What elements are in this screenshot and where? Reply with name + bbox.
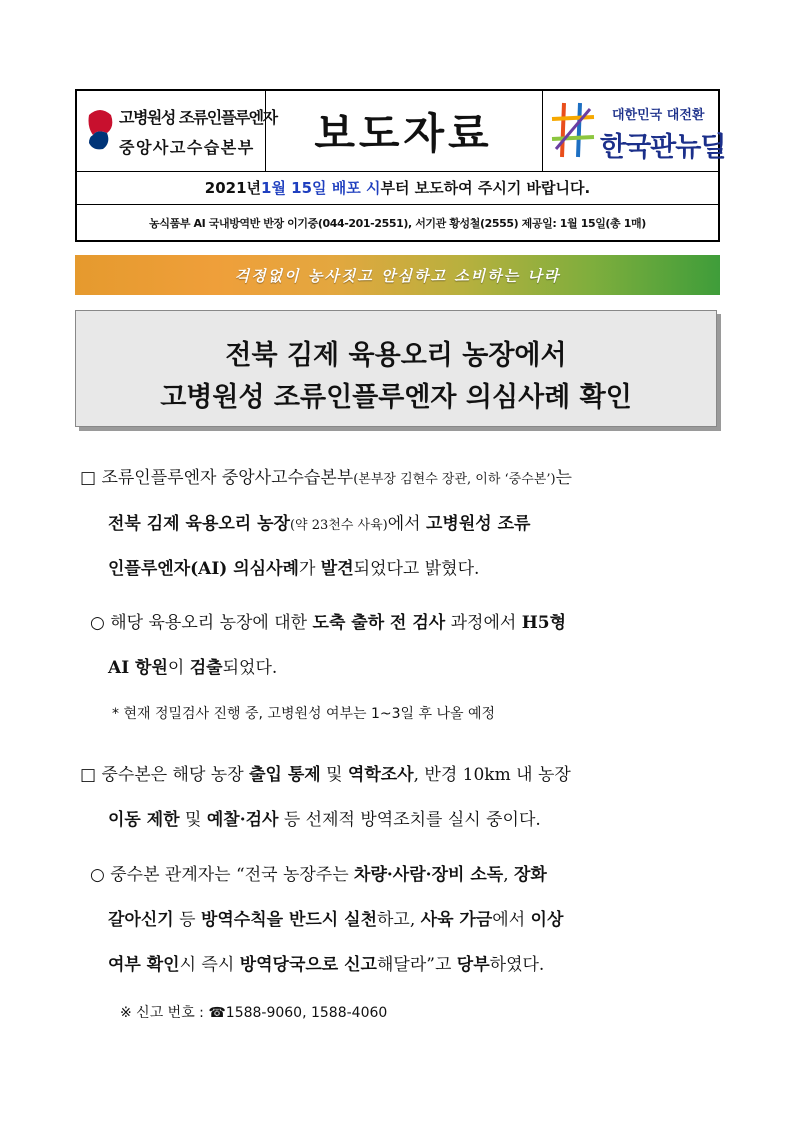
bold-text: 당부 [456,955,490,975]
press-release-title-cell [265,91,543,171]
newdeal-slogan: 대한민국 대전환 [612,108,705,123]
bold-text: 사육 가금 [420,910,493,930]
release-date-row [77,171,718,205]
release-date-highlight: 1월 15일 배포 시 [261,179,381,197]
paragraph4-line3 [108,950,544,975]
headline-line2: 고병원성 조류인플루엔자 의심사례 확인 [160,382,632,413]
text: 에서 [492,910,531,930]
newdeal-name: 한국판뉴딜 [600,132,726,163]
bold-text: H5형 [521,613,567,633]
contact-info: 농식품부 AI 국내방역반 반장 이기중(044-201-2551), 서기관 황성철(2555) 제공일: 1월 15일(총 1매) [149,217,646,230]
press-release-header [75,89,726,242]
bold-text: 역학조사 [347,765,414,785]
bold-text: 방역당국으로 신고 [239,955,377,975]
bold-text: 전북 김제 육용오리 농장 [108,514,290,534]
text: 중수본은 해당 농장 [96,765,250,785]
text: 과정에서 [445,613,522,633]
bold-text: 여부 확인 [108,955,180,975]
slogan-banner [75,255,720,295]
bold-text: 검출 [189,658,223,678]
text: 등 선제적 방역조치를 실시 중이다. [278,810,541,830]
square-bullet: □ [80,765,97,785]
bold-text: AI 항원 [108,658,168,678]
text: , 반경 10km 내 농장 [413,765,571,785]
text: 하고, [377,910,421,930]
bold-text: 장화 [514,865,547,885]
bold-text: 이동 제한 [108,810,180,830]
text: 및 [179,810,207,830]
bold-text: 출입 통제 [249,765,321,785]
paragraph4-line1 [90,860,547,885]
paragraph3-line2 [108,805,541,830]
release-text-pre: 2021년 [204,179,262,197]
bold-text: 발견 [320,559,354,579]
bold-text: 방역수칙을 반드시 실천 [200,910,377,930]
government-emblem-icon [85,103,115,159]
text: 는 [555,468,572,488]
text: 및 [320,765,348,785]
release-text-post: 부터 보도하여 주시기 바랍니다. [380,179,591,197]
newdeal-logo-cell [542,91,726,171]
text: 중수본 관계자는 “전국 농장주는 [104,865,355,885]
headline-box [75,310,717,427]
bold-text: 차량·사람·장비 소독 [354,865,504,885]
bold-text: 도축 출하 전 검사 [312,613,446,633]
paragraph1-line2 [108,509,530,534]
text: 하였다. [489,955,545,975]
paragraph3-line1 [80,760,571,785]
contact-row [77,205,718,241]
header-top-row [77,91,726,172]
organization-name-line1: 고병원성 조류인플루엔자 [119,108,277,127]
paragraph2-line1 [90,608,566,633]
text: , [503,865,514,885]
text-small: (본부장 김현수 장관, 이하 ‘중수본’) [353,472,556,487]
text: 되었다고 밝혔다. [353,559,480,579]
footnote-test-status: * 현재 정밀검사 진행 중, 고병원성 여부는 1~3일 후 나올 예정 [112,706,496,722]
paragraph2-line2 [108,653,277,678]
paragraph1-line3 [108,554,479,579]
paragraph1-line1 [80,463,572,488]
organization-name-line2: 중앙사고수습본부 [119,138,255,157]
bold-text: 갈아신기 [108,910,174,930]
text: 시 즉시 [179,955,240,975]
korean-new-deal-logo-icon [550,99,598,161]
text: 되었다. [222,658,278,678]
report-phone-numbers: ※ 신고 번호 : ☎1588-9060, 1588-4060 [120,1005,388,1021]
text: 조류인플루엔자 중앙사고수습본부 [96,468,354,488]
square-bullet: □ [80,468,97,488]
organization-cell [77,91,277,171]
headline-line1: 전북 김제 육용오리 농장에서 [225,340,567,371]
text-small: (약 23천수 사육) [289,518,388,533]
bold-text: 고병원성 조류 [425,514,531,534]
paragraph4-line2 [108,905,563,930]
bold-text: 예찰·검사 [206,810,279,830]
circle-bullet: ○ [90,613,105,633]
bold-text: 인플루엔자(AI) 의심사례 [108,559,299,579]
circle-bullet: ○ [90,865,105,885]
text: 가 [298,559,321,579]
text: 에서 [387,514,426,534]
text: 해달라”고 [376,955,457,975]
text: 이 [167,658,190,678]
text: 해당 육용오리 농장에 대한 [104,613,313,633]
bold-text: 이상 [530,910,564,930]
press-release-title: 보도자료 [314,109,493,158]
text: 등 [173,910,201,930]
slogan-text: 걱정없이 농사짓고 안심하고 소비하는 나라 [234,266,561,285]
